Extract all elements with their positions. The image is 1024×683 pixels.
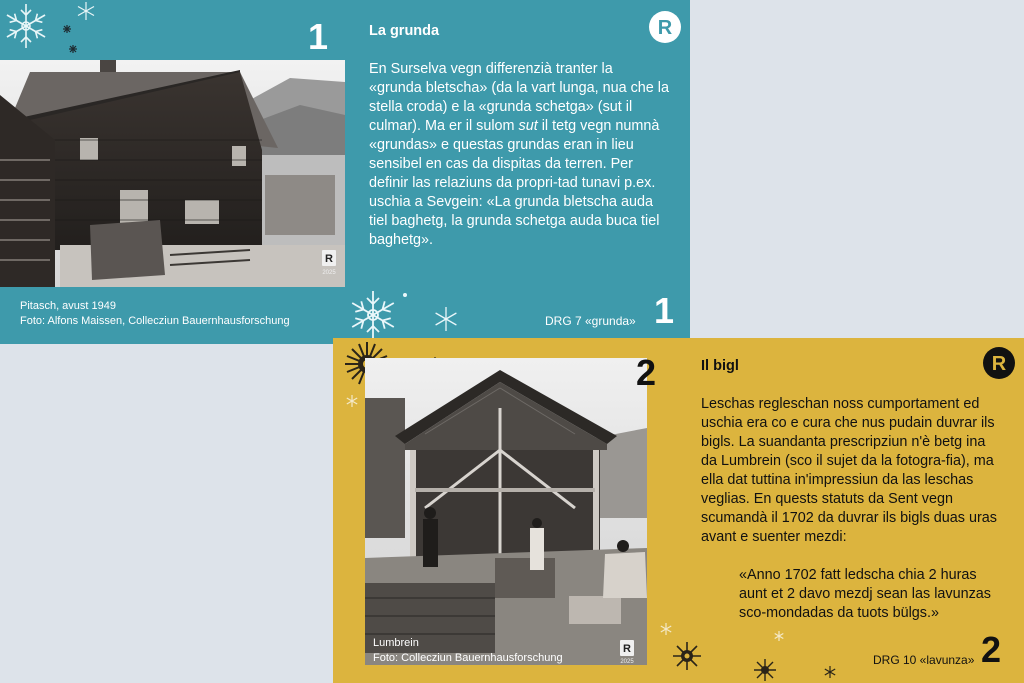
historic-quote: «Anno 1702 fatt ledscha chia 2 huras aunt et 2 davo mezdj sean las lavunzas sco-mondadas da tuots bülgs.» <box>739 567 991 621</box>
snowflake-icon <box>432 305 460 333</box>
caption-credit: Foto: Collecziun Bauernhausforschung <box>373 652 563 664</box>
card-number-bottom: 2 <box>981 629 1002 670</box>
r-logo-icon <box>322 250 336 276</box>
snowflake-icon <box>345 287 401 343</box>
snowflake-icon <box>400 290 410 300</box>
svg-text:2025: 2025 <box>620 659 634 665</box>
advent-card-2 <box>333 338 1024 683</box>
svg-text:2025: 2025 <box>322 270 336 276</box>
emphasis: sut <box>518 118 538 134</box>
r-logo-icon <box>983 347 1015 379</box>
svg-text:R: R <box>623 643 631 655</box>
sun-star-icon <box>671 640 703 672</box>
r-logo-icon <box>649 11 681 43</box>
sun-star-icon <box>753 658 777 682</box>
card-body-text: En Surselva vegn differenzià tranter la «grunda bletscha» (da la vart lunga, nua che la stella croda) e la «grunda schetga» (sut il culmar). Ma er il sulom sut il tetg vegn numnà «grundas» e questas grundas eran in lieu sensibel en cas da dispitas da terren. Per definir las relaziuns da propri-tad tunavi p.ex. uschia a Sevgein: «La grunda bletscha auda tiel baghetg, la grunda schetga auda buca tiel baghetg». <box>369 61 670 248</box>
historic-photo-farmhouse <box>0 60 345 287</box>
snowflake-icon <box>68 44 78 54</box>
snowflake-icon <box>76 1 96 21</box>
card-title: Il bigl <box>701 358 739 374</box>
card-number: 2 <box>636 352 657 393</box>
card-number-bottom: 1 <box>654 290 675 331</box>
snowflake-icon <box>773 630 785 642</box>
card-number: 1 <box>308 16 329 57</box>
r-logo-icon <box>620 640 634 665</box>
svg-text:R: R <box>991 353 1007 375</box>
dictionary-reference: DRG 10 «lavunza» <box>873 653 975 667</box>
dictionary-reference: DRG 7 «grunda» <box>545 314 636 328</box>
advent-card-1 <box>0 0 690 344</box>
caption-location: Pitasch, avust 1949 <box>20 300 117 312</box>
snowflake-icon <box>659 622 673 636</box>
card-title: La grunda <box>369 23 440 39</box>
svg-text:R: R <box>325 253 333 265</box>
snowflake-icon <box>823 665 837 679</box>
caption-credit: Foto: Alfons Maissen, Collecziun Bauernhausforschung <box>20 315 290 327</box>
card-body-text: Leschas regleschan noss cumportament ed uschia era co e cura che nus pudain duvrar ils bigls. La suandanta prescripziun n'è betg ina da Lumbrein (sco il sujet da la fotogra-fia), ma ella dat tuttina in'impressiun da las leschas veglias. En quests statuts da Sent vegn scumandà il 1702 da duvrar ils bigls duas uras avant e suenter mezdi: «Anno 1702 fatt ledscha chia 2 huras aunt et 2 davo mezdj sean las lavunzas sco-mondadas da tuots bülgs.» <box>701 395 1001 623</box>
snowflake-icon <box>62 24 72 34</box>
photo-caption <box>373 636 563 666</box>
snowflake-icon <box>345 394 359 408</box>
historic-photo-fountain <box>365 358 647 665</box>
snowflake-icon <box>0 0 52 52</box>
svg-text:R: R <box>657 17 673 39</box>
caption-location: Lumbrein <box>373 637 419 649</box>
photo-caption <box>20 299 290 329</box>
